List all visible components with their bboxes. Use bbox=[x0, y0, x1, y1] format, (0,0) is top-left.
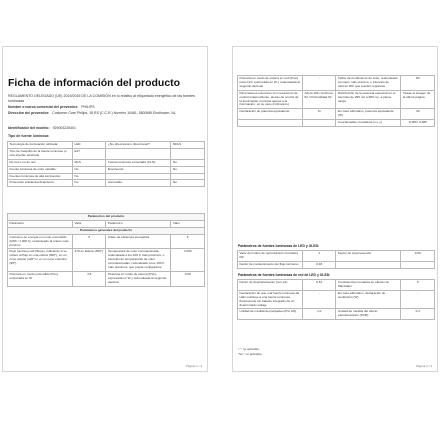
footnotes bbox=[238, 347, 262, 357]
cell: Sí bbox=[303, 109, 336, 120]
cell: - bbox=[303, 76, 336, 91]
cell: Unidad de medida del parpadeo (Pst LM) bbox=[238, 309, 303, 320]
table-row bbox=[238, 280, 435, 291]
cell: De red o no de red bbox=[8, 159, 73, 166]
led-params-heading: Parámetros de fuentes luminosas de LED y OLED: bbox=[238, 244, 320, 248]
table-row bbox=[238, 109, 435, 120]
cell bbox=[238, 120, 303, 127]
cell: Envolvente: bbox=[106, 166, 171, 173]
table-row bbox=[8, 173, 205, 180]
address-value: Customer Care Philips, 18 RS (C.C.R.) Numéro 10461, 5600MB Eindhoven, NL bbox=[52, 111, 176, 115]
table-row bbox=[8, 234, 205, 249]
cell: En caso afirmativo, potencia equivalente (W) bbox=[336, 109, 401, 120]
table-row bbox=[8, 180, 205, 187]
cell: 5 bbox=[73, 234, 106, 249]
table-row bbox=[238, 290, 435, 309]
cell: ¿No direccional o direccional?: bbox=[106, 142, 171, 149]
table-row bbox=[8, 159, 205, 166]
table-row bbox=[8, 142, 205, 149]
cell: 0,380 / 0,380 bbox=[401, 120, 435, 127]
cell: No bbox=[171, 166, 205, 173]
table-row bbox=[8, 166, 205, 173]
cell bbox=[401, 261, 435, 268]
cell: Atenuable: bbox=[106, 180, 171, 187]
cell: Consumo de energía en modo encendido (kWh / 1 000 h), redondeado al entero más próximo bbox=[8, 234, 73, 249]
cell: MLS bbox=[73, 159, 106, 166]
column-header: Parámetro bbox=[106, 220, 171, 227]
type-label: Tipo de fuente luminosa: bbox=[8, 134, 50, 138]
table-row bbox=[8, 148, 205, 159]
table-row bbox=[238, 90, 435, 109]
cell: No bbox=[171, 180, 205, 187]
led-parameters-table bbox=[237, 250, 435, 269]
cell: Factor de mantenimiento del flujo luminoso bbox=[238, 261, 303, 268]
cell: 40 bbox=[401, 109, 435, 120]
page-number: Página 1 / 3 bbox=[185, 364, 202, 368]
cell: Fuente luminosa conectada (CLS): bbox=[106, 159, 171, 166]
cell: Índice de rendimiento de color, redondeado al entero más próximo, o intervalo de valores IRC que pueden regularse bbox=[336, 76, 401, 91]
cell: Declaración de potencia equivalente bbox=[238, 109, 303, 120]
cell: Potencia en modo encendido (Pon), expresada en W bbox=[8, 271, 73, 286]
light-source-type-table bbox=[7, 141, 205, 187]
parameters-continued-table bbox=[237, 75, 435, 127]
cell: Unidad de medida del efecto estroboscópico (SVM) bbox=[336, 309, 401, 320]
cell: 0,93 bbox=[303, 261, 336, 268]
cell: 1,0 bbox=[303, 309, 336, 320]
table-column-headers bbox=[8, 220, 205, 227]
column-header: Valor bbox=[171, 220, 205, 227]
cell: 0,00 bbox=[171, 271, 205, 286]
regulation-text: REGLAMENTO DELEGADO (UE) 2019/2015 DE LA COMISIÓN en lo relativo al etiquetado energético de las fuentes luminosas bbox=[8, 94, 195, 103]
cell: Flujo luminoso útil (Φuse), indicando si se refiere al flujo en una esfera (360°), en un cono amplio (120°) o en un cono estrecho (90°) bbox=[8, 249, 73, 272]
address-line bbox=[8, 111, 204, 115]
table-row bbox=[8, 249, 205, 272]
supplier-line bbox=[8, 105, 95, 109]
cell: 6 bbox=[401, 280, 435, 291]
mains-led-params-heading: Parámetros de fuentes luminosas de red de LED y OLED: bbox=[238, 273, 331, 277]
product-parameters-table bbox=[7, 213, 205, 287]
cell: 0,4 bbox=[401, 309, 435, 320]
cell: Coordenadas cromáticas (x e y) bbox=[336, 120, 401, 127]
cell: 0,51 bbox=[303, 280, 336, 291]
cell: En caso afirmativo, declaración de sustitución (W) bbox=[336, 290, 401, 309]
cell: No bbox=[73, 173, 106, 180]
section-header: Parámetros del producto bbox=[8, 214, 205, 221]
table-row bbox=[8, 271, 205, 286]
table-row bbox=[238, 251, 435, 262]
address-label: Dirección del proveedor: bbox=[8, 111, 50, 115]
cell: E27 bbox=[73, 148, 106, 159]
cell: LED bbox=[73, 142, 106, 149]
cell: No bbox=[73, 166, 106, 173]
cell: 4,5 bbox=[73, 271, 106, 286]
table-row bbox=[238, 261, 435, 268]
footnote: "-": no aplicable; bbox=[238, 347, 260, 351]
cell bbox=[171, 173, 205, 180]
cell: Dimensiones exteriores sin mecanismo de control independiente, piezas de control de la iluminación ni piezas ajenas a la iluminación, en su caso (milímetros) bbox=[238, 90, 303, 109]
cell: Declaración de que una fuente luminosa de LED sustituye a una fuente luminosa fluorescente sin balasto integrado de un determinado vatiaje. bbox=[238, 290, 303, 309]
table-header-row bbox=[8, 227, 205, 234]
cell: 80 bbox=[401, 76, 435, 91]
cell: Consistencia cromática en elipses de MacAdam bbox=[336, 280, 401, 291]
cell: Potencia en modo de espera en red (Pnet) para CLS, expresada en W y redondeada al segundo decimal bbox=[238, 76, 303, 91]
cell: Potencia en modo de espera (Psb), expresada en W y redondeada al segundo decimal bbox=[106, 271, 171, 286]
cell: F bbox=[171, 234, 205, 249]
cell bbox=[106, 148, 171, 159]
page-2 bbox=[232, 46, 438, 372]
cell: Fuentes luminosa de alta luminancia: bbox=[8, 173, 73, 180]
cell: Factor de supervivencia bbox=[336, 251, 401, 262]
table-row bbox=[238, 120, 435, 127]
table-row bbox=[238, 309, 435, 320]
footnote: "No": no aplicable. bbox=[238, 352, 263, 356]
cell: 4 000 bbox=[171, 249, 205, 272]
cell: NDLS bbox=[171, 142, 205, 149]
supplier-value: PHILIPS bbox=[81, 105, 95, 109]
model-value: 929003226401 bbox=[52, 126, 76, 130]
cell: Altura 106 / Anchura 62 / Profundidad 62 bbox=[303, 90, 336, 109]
cell: Valor del índice de reproducción cromática R9 bbox=[238, 251, 303, 262]
column-header: Parámetro bbox=[8, 220, 73, 227]
table-row bbox=[238, 76, 435, 91]
cell: Distribución de la potencia espectral en el intervalo de 250 nm a 800 nm, a plena carga bbox=[336, 90, 401, 109]
cell: Clase de eficiencia energética bbox=[106, 234, 171, 249]
supplier-label: Nombre o marca comercial del proveedor: bbox=[8, 105, 79, 109]
model-line bbox=[8, 126, 76, 130]
cell: Tipo de casquillo de la fuente luminosa (u otra interfaz eléctrica) bbox=[8, 148, 73, 159]
cell: - bbox=[303, 290, 336, 309]
cell bbox=[106, 173, 171, 180]
column-header: Valor bbox=[73, 220, 106, 227]
cell: Fuente luminosa de color variable: bbox=[8, 166, 73, 173]
table-header-row bbox=[8, 214, 205, 221]
cell: 0,90 bbox=[401, 251, 435, 262]
model-label: Identificador del modelo: bbox=[8, 126, 50, 130]
cell: No bbox=[171, 159, 205, 166]
type-line bbox=[8, 134, 49, 138]
section-header: Parámetros generales del producto bbox=[8, 227, 205, 234]
cell: Temperatura de color correlacionada, redondeada a los 100 K más próximos, o intervalo de temperaturas de color correlacionadas, redondeado a los 100 K más próximos, que puede configurarse bbox=[106, 249, 171, 272]
cell: Tecnología de iluminación utilizada: bbox=[8, 142, 73, 149]
mains-led-parameters-table bbox=[237, 279, 435, 320]
cell bbox=[336, 261, 401, 268]
cell: No bbox=[73, 180, 106, 187]
cell: Factor de desplazamiento (cos φ1) bbox=[238, 280, 303, 291]
cell: Protección antideslumbramiento: bbox=[8, 180, 73, 187]
cell: - bbox=[401, 290, 435, 309]
page-1 bbox=[2, 46, 208, 372]
cell bbox=[303, 120, 336, 127]
page-number: Página 2 / 3 bbox=[415, 364, 432, 368]
cell: 1 bbox=[303, 251, 336, 262]
cell bbox=[171, 148, 205, 159]
cell: 470 en Esfera (360°) bbox=[73, 249, 106, 272]
page-title: Ficha de información del producto bbox=[8, 77, 181, 89]
cell: Véase la imagen de la última página bbox=[401, 90, 435, 109]
